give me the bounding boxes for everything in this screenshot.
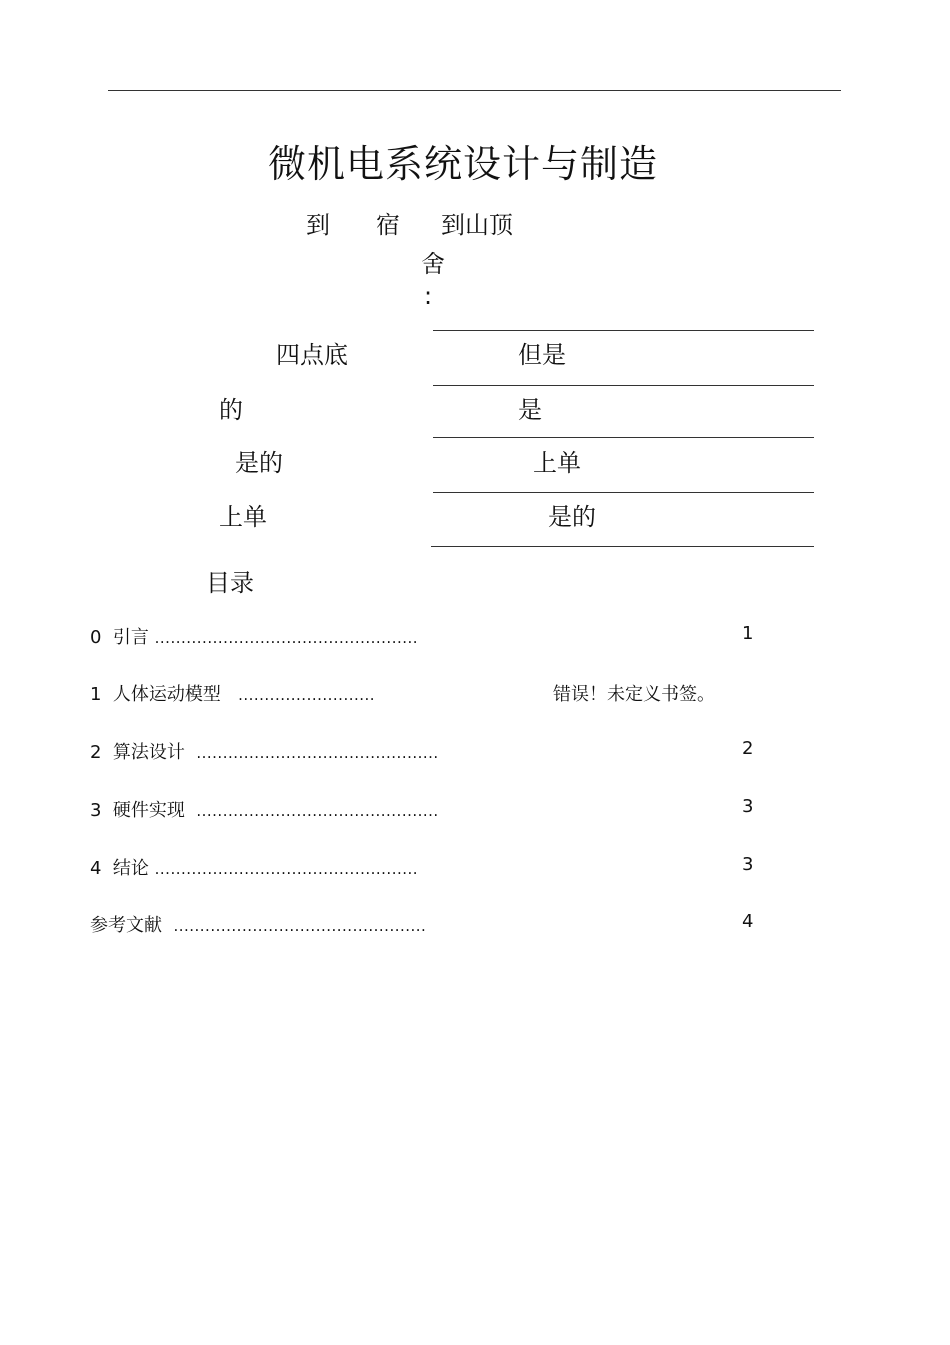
toc-heading: 目录: [206, 569, 254, 597]
toc-entry-title: 算法设计: [112, 742, 185, 763]
toc-entry-page[interactable]: 3: [742, 796, 754, 817]
toc-entry-page[interactable]: 2: [742, 738, 754, 759]
toc-entry[interactable]: [90, 680, 375, 706]
toc-entry-leader: ..........................: [238, 686, 376, 704]
toc-entry-page[interactable]: 错误！未定义书签。: [553, 684, 715, 705]
meta-value: 到山顶: [441, 211, 513, 239]
toc-entry-page[interactable]: 1: [742, 623, 754, 644]
toc-entry-title: 人体运动模型: [112, 684, 221, 705]
toc-entry-number: 0: [90, 627, 102, 648]
toc-entry[interactable]: [90, 623, 418, 649]
toc-entry-leader: ..............................................: [196, 744, 439, 762]
meta-label-1: 到: [306, 211, 330, 239]
info-rule-top: [433, 330, 814, 331]
toc-entry-number: 2: [90, 742, 102, 763]
info-row-underline: [433, 492, 814, 493]
toc-entry[interactable]: [90, 796, 439, 822]
info-row-value: 是: [518, 396, 542, 424]
toc-entry-page[interactable]: 4: [742, 911, 754, 932]
toc-entry-leader: ..................................................: [154, 860, 419, 878]
toc-entry-leader: ................................................: [173, 917, 427, 935]
info-row-value: 但是: [518, 341, 566, 369]
document-title: 微机电系统设计与制造: [268, 142, 659, 186]
info-row-label: 的: [219, 396, 243, 424]
toc-entry-number: 3: [90, 800, 102, 821]
toc-entry[interactable]: [90, 738, 439, 764]
toc-entry-page[interactable]: 3: [742, 854, 754, 875]
header-rule: [108, 90, 841, 91]
toc-entry-title: 结论: [112, 858, 149, 879]
info-row-label: 四点底: [276, 341, 348, 369]
info-row-value: 是的: [548, 503, 596, 531]
toc-entry-title: 硬件实现: [112, 800, 185, 821]
meta-label-2-mid: 舍: [421, 250, 445, 278]
toc-entry[interactable]: [90, 854, 418, 880]
info-row-underline: [431, 546, 814, 547]
toc-entry-number: 1: [90, 684, 102, 705]
toc-entry-title: 参考文献: [90, 915, 162, 936]
toc-entry-leader: ..................................................: [154, 629, 419, 647]
info-row-label: 上单: [219, 503, 267, 531]
meta-label-2-colon: :: [424, 282, 433, 310]
info-row-value: 上单: [533, 449, 581, 477]
toc-entry-number: 4: [90, 858, 102, 879]
info-row-label: 是的: [235, 449, 283, 477]
meta-label-2-top: 宿: [376, 211, 400, 239]
info-row-underline: [433, 385, 814, 386]
toc-entry-title: 引言: [112, 627, 149, 648]
toc-entry[interactable]: [90, 911, 426, 937]
toc-entry-leader: ..............................................: [196, 802, 439, 820]
info-row-underline: [433, 437, 814, 438]
